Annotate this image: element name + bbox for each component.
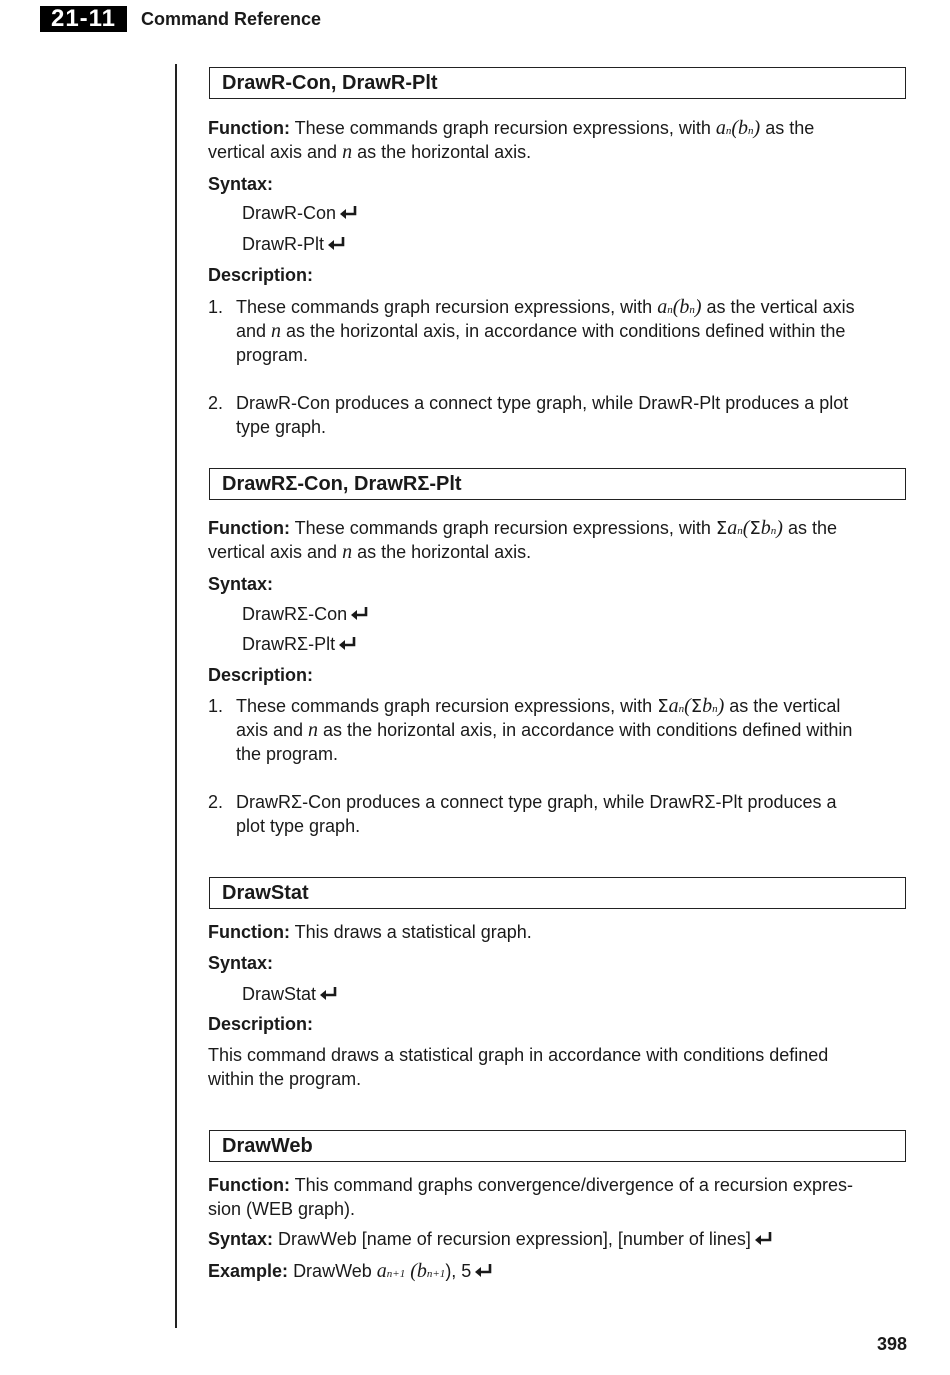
list-number: 1. bbox=[208, 297, 224, 317]
margin-rule bbox=[175, 64, 177, 1328]
drawrsigma-syntax-con: DrawRΣ-Con bbox=[242, 602, 369, 626]
drawr-desc2-line1: DrawR-Con produces a connect type graph, while DrawR-Plt produces a plot bbox=[236, 393, 849, 413]
drawstat-function: Function: This draws a statistical graph. bbox=[208, 922, 532, 942]
function-label: Function: bbox=[208, 518, 290, 538]
drawr-syntax-con: DrawR-Con bbox=[242, 201, 358, 225]
description-label: Description: bbox=[208, 265, 314, 285]
drawr-desc1-line1: These commands graph recursion expressions, with an(bn) as the vertical axis bbox=[236, 296, 855, 318]
syntax-label: Syntax: bbox=[208, 1229, 274, 1249]
description-label: Description: bbox=[208, 1014, 314, 1034]
drawweb-function: Function: This command graphs convergence/divergence of a recursion expres- bbox=[208, 1175, 853, 1195]
exe-key-icon bbox=[475, 1262, 493, 1278]
function-label: Function: bbox=[208, 922, 290, 942]
drawrsigma-syntax-plt: DrawRΣ-Plt bbox=[242, 632, 357, 656]
exe-key-icon bbox=[755, 1230, 773, 1246]
drawstat-syntax: DrawStat bbox=[242, 982, 338, 1006]
drawrsigma-desc1-line1: These commands graph recursion expressions, with Σan(Σbn) as the vertical bbox=[236, 695, 841, 717]
drawrsigma-title-box: DrawRΣ-Con, DrawRΣ-Plt bbox=[209, 468, 906, 500]
page-number: 398 bbox=[876, 1334, 907, 1354]
drawrsigma-desc2-line2: plot type graph. bbox=[236, 816, 361, 836]
function-label: Function: bbox=[208, 1175, 290, 1195]
exe-key-icon bbox=[320, 985, 338, 1001]
example-label: Example: bbox=[208, 1261, 289, 1281]
drawweb-example: Example: DrawWeb an+1 (bn+1), 5 bbox=[208, 1259, 493, 1286]
drawrsigma-desc1-line2: axis and n as the horizontal axis, in accordance with conditions defined within bbox=[236, 719, 853, 741]
header-title: Command Reference bbox=[141, 8, 322, 29]
drawr-desc2-line2: type graph. bbox=[236, 417, 327, 437]
list-number: 1. bbox=[208, 696, 224, 716]
drawr-desc1-line2: and n as the horizontal axis, in accordance with conditions defined within the bbox=[236, 320, 846, 342]
exe-key-icon bbox=[351, 605, 369, 621]
drawrsigma-function: Function: These commands graph recursion expressions, with Σan(Σbn) as the bbox=[208, 517, 838, 539]
exe-key-icon bbox=[339, 635, 357, 651]
drawrsigma-desc1-line3: the program. bbox=[236, 744, 339, 764]
description-label: Description: bbox=[208, 665, 314, 685]
function-label: Function: bbox=[208, 118, 290, 138]
drawr-function-line2: vertical axis and n as the horizontal axis. bbox=[208, 141, 532, 163]
drawr-function: Function: These commands graph recursion expressions, with an(bn) as the bbox=[208, 117, 815, 139]
drawweb-syntax: Syntax: DrawWeb [name of recursion expression], [number of lines] bbox=[208, 1227, 773, 1251]
section-badge: 21-11 bbox=[40, 6, 127, 32]
drawr-title-box: DrawR-Con, DrawR-Plt bbox=[209, 67, 906, 99]
drawrsigma-desc2-line1: DrawRΣ-Con produces a connect type graph, while DrawRΣ-Plt produces a bbox=[236, 792, 837, 812]
drawr-syntax-plt: DrawR-Plt bbox=[242, 232, 346, 256]
drawstat-title-box: DrawStat bbox=[209, 877, 906, 909]
syntax-label: Syntax: bbox=[208, 174, 274, 194]
drawstat-desc-line1: This command draws a statistical graph in accordance with conditions defined bbox=[208, 1045, 829, 1065]
syntax-label: Syntax: bbox=[208, 953, 274, 973]
exe-key-icon bbox=[328, 235, 346, 251]
syntax-label: Syntax: bbox=[208, 574, 274, 594]
drawrsigma-function-line2: vertical axis and n as the horizontal axis. bbox=[208, 541, 532, 563]
drawstat-desc-line2: within the program. bbox=[208, 1069, 362, 1089]
drawweb-title-box: DrawWeb bbox=[209, 1130, 906, 1162]
exe-key-icon bbox=[340, 204, 358, 220]
list-number: 2. bbox=[208, 792, 224, 812]
page-header bbox=[40, 6, 321, 32]
list-number: 2. bbox=[208, 393, 224, 413]
drawweb-function-line2: sion (WEB graph). bbox=[208, 1199, 356, 1219]
drawr-desc1-line3: program. bbox=[236, 345, 309, 365]
